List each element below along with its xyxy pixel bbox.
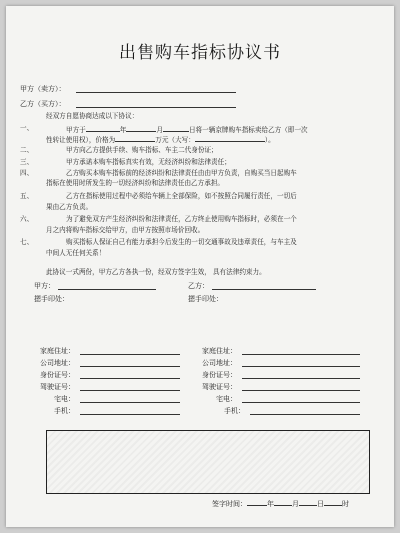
b-license-number-line bbox=[242, 390, 360, 391]
clause-1-part-f: 万元（大写： bbox=[155, 136, 195, 144]
clause-1-part-e: 性转让使用权），价格为 bbox=[46, 136, 116, 144]
party-b-fingerprint-label: 摁手印处： bbox=[188, 295, 223, 303]
party-b-sign-label: 乙方： bbox=[188, 282, 209, 290]
b-home-phone-line bbox=[242, 402, 360, 403]
clause-7-line-1: 购买指标人保证自己有能力承担今后发生的一切交通事故及违章责任，与车主及 bbox=[66, 238, 297, 246]
b-mobile-line bbox=[250, 414, 360, 415]
a-license-number-label: 驾驶证号： bbox=[40, 383, 75, 391]
sign-day-label: 日 bbox=[317, 500, 324, 508]
year-blank bbox=[86, 124, 120, 132]
clause-2-text: 甲方向乙方提供手续、购车指标、车主二代身份证； bbox=[66, 146, 218, 154]
a-mobile-line bbox=[80, 414, 180, 415]
party-a-line bbox=[76, 92, 236, 93]
intro-text: 经双方自愿协商达成以下协议： bbox=[46, 112, 139, 120]
day-blank bbox=[163, 124, 189, 132]
a-company-address-label: 公司地址： bbox=[40, 359, 75, 367]
a-home-phone-label: 宅电： bbox=[54, 395, 75, 403]
clause-4-num: 四、 bbox=[20, 169, 34, 177]
document-title: 出售购车指标协议书 bbox=[119, 43, 281, 63]
b-home-address-line bbox=[242, 354, 360, 355]
clause-6-line-1: 为了避免双方产生经济纠纷和法律责任，乙方终止使用购车指标时，必须在一个 bbox=[66, 215, 297, 223]
clause-6-num: 六、 bbox=[20, 215, 34, 223]
b-mobile-label: 手机： bbox=[224, 407, 245, 415]
a-home-address-label: 家庭住址： bbox=[40, 347, 75, 355]
clause-5-num: 五、 bbox=[20, 192, 34, 200]
sign-hour-blank bbox=[324, 498, 342, 506]
price-uppercase-blank bbox=[195, 134, 265, 142]
month-blank bbox=[126, 124, 156, 132]
clause-1-line-2 bbox=[46, 134, 275, 145]
b-id-number-line bbox=[242, 378, 360, 379]
b-id-number-label: 身份证号： bbox=[202, 371, 237, 379]
clause-1-part-c: 月 bbox=[156, 126, 163, 134]
party-b-label: 乙方（买方）： bbox=[20, 100, 66, 108]
party-a-label: 甲方（卖方）： bbox=[20, 85, 66, 93]
clause-2-num: 二、 bbox=[20, 146, 34, 154]
party-b-sign-line bbox=[212, 289, 316, 290]
clause-1-part-a: 甲方于 bbox=[66, 126, 86, 134]
a-id-number-line bbox=[80, 378, 180, 379]
sign-time-label: 签字时间： bbox=[212, 500, 247, 508]
b-company-address-label: 公司地址： bbox=[202, 359, 237, 367]
clause-4-line-1: 乙方购买本购车指标前的经济纠纷和法律责任由由甲方负责，自购买当日起购车 bbox=[66, 169, 297, 177]
party-a-fingerprint-label: 摁手印处： bbox=[34, 295, 69, 303]
remarks-box bbox=[46, 430, 370, 494]
b-license-number-label: 驾驶证号： bbox=[202, 383, 237, 391]
clause-4-line-2: 指标在使用时所发生的一切经济纠纷和法律责任由乙方承担。 bbox=[46, 179, 225, 187]
price-blank bbox=[115, 134, 155, 142]
b-home-address-label: 家庭住址： bbox=[202, 347, 237, 355]
clause-3-num: 三、 bbox=[20, 158, 34, 166]
b-company-address-line bbox=[242, 366, 360, 367]
a-company-address-line bbox=[80, 366, 180, 367]
clause-1-part-g: ）。 bbox=[264, 136, 275, 144]
sign-day-blank bbox=[299, 498, 317, 506]
sign-hour-label: 时 bbox=[342, 500, 349, 508]
party-a-sign-line bbox=[58, 289, 156, 290]
party-b-line bbox=[76, 107, 236, 108]
clause-7-num: 七、 bbox=[20, 238, 34, 246]
sign-year-blank bbox=[247, 498, 267, 506]
clause-7-line-2: 中间人无任何关系！ bbox=[46, 249, 106, 257]
clause-1-num: 一、 bbox=[20, 124, 34, 132]
sign-month-label: 月 bbox=[292, 500, 299, 508]
sign-year-label: 年 bbox=[267, 500, 274, 508]
closing-text: 此协议一式两份，甲方乙方各执一份，经双方签字生效， 具有法律约束力。 bbox=[46, 268, 266, 276]
party-a-sign-label: 甲方： bbox=[34, 282, 55, 290]
clause-3-text: 甲方承诺本购车指标真实有效，无经济纠纷和法律责任； bbox=[66, 158, 231, 166]
clause-1-part-b: 年 bbox=[119, 126, 127, 134]
clause-1-part-d: 日将一辆京牌购车指标卖给乙方（即一次 bbox=[188, 126, 308, 134]
sign-time-row bbox=[212, 498, 349, 509]
a-mobile-label: 手机： bbox=[54, 407, 75, 415]
a-license-number-line bbox=[80, 390, 180, 391]
a-id-number-label: 身份证号： bbox=[40, 371, 75, 379]
agreement-document bbox=[6, 6, 394, 527]
clause-5-line-1: 乙方在指标使用过程中必须给车辆上全部保险，如不按照合同履行责任，一切后 bbox=[66, 192, 297, 200]
clause-6-line-2: 月之内将购车指标交给甲方，由甲方按照市场价回收。 bbox=[46, 226, 205, 234]
a-home-phone-line bbox=[80, 402, 180, 403]
b-home-phone-label: 宅电： bbox=[216, 395, 237, 403]
a-home-address-line bbox=[80, 354, 180, 355]
clause-5-line-2: 果由乙方负责。 bbox=[46, 203, 93, 211]
sign-month-blank bbox=[274, 498, 292, 506]
